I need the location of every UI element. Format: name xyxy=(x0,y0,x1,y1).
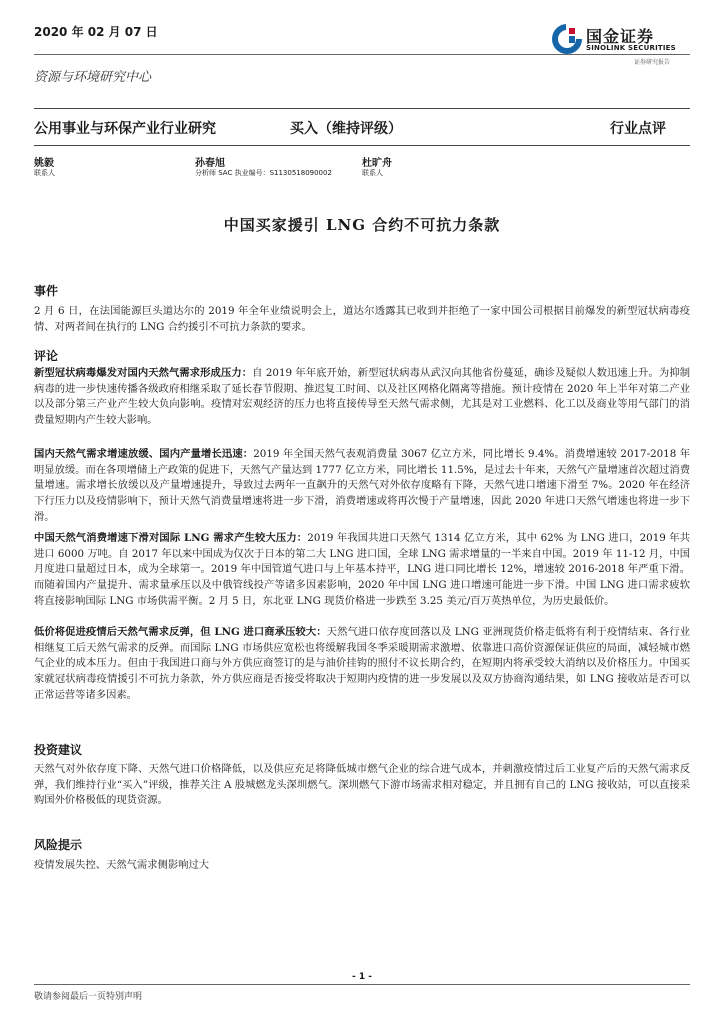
page-number: - 1 - xyxy=(352,972,372,982)
paragraph-lead: 国内天然气需求增速放缓、国内产量增长迅速： xyxy=(34,448,254,460)
footer-divider xyxy=(34,984,690,985)
logo-subtitle: 证券研究报告 xyxy=(634,59,671,66)
company-logo xyxy=(552,22,692,70)
author-name: 孙春旭 xyxy=(195,158,225,169)
section-heading-advice: 投资建议 xyxy=(34,743,83,757)
comment-paragraph xyxy=(34,625,690,704)
research-center: 资源与环境研究中心 xyxy=(34,70,152,85)
section-heading-risk: 风险提示 xyxy=(34,838,83,852)
paragraph-body: 天然气进口依存度回落以及 LNG 亚洲现货价格走低将有利于疫情结束、各行业相继复工后天然气需求的反弹。而国际 LNG 市场供应宽松也将缓解我国冬季采暖期需求激增、依靠进口高价资源保证供应的局面，减轻城市燃气企业的成本压力。但由于我国进口商与外方供应商签订的是与油价挂钩的照付不议长期合约，在短期内将承受较大消纳以及价格压力。中国买家就冠状病毒疫情援引不可抗力条款，外方供应商是否接受将取决于短期内疫情的进一步发展以及双方协商沟通结果，如 LNG 接收站是否可以正常运营等诸多因素。 xyxy=(34,626,690,701)
paragraph-body: 2019 年全国天然气表观消费量 3067 亿立方米，同比增长 9.4%。消费增速较 2017-2018 年明显放缓。而在各项增储上产政策的促进下，天然气产量达到 1777 亿立方米，同比增长 11.5%，是过去十年来，天然气产量增速首次超过消费量增速。需求增长放缓以及产量增速提升，导致过去两年一直飙升的天然气对外依存度略有下降，天然气进口增速下滑至 7%。2020 年在经济下行压力以及疫情影响下，预计天然气消费量增速将进一步下滑，消费增速或将再次慢于产量增速，因此 2020 年进口天然气增速也将进一步下滑。 xyxy=(34,448,690,523)
logo-chinese-name: 国金证券 xyxy=(586,27,655,46)
rating-label: 买入（维持评级） xyxy=(290,121,402,137)
paragraph-lead: 新型冠状病毒爆发对国内天然气需求形成压力： xyxy=(34,367,253,379)
report-type: 行业点评 xyxy=(610,121,666,137)
paragraph-lead: 低价将促进疫情后天然气需求反弹，但 LNG 进口商承压较大： xyxy=(34,626,327,638)
comment-paragraph xyxy=(34,366,690,429)
comment-paragraph xyxy=(34,447,690,526)
author-role: 联系人 xyxy=(362,169,383,177)
comment-paragraph xyxy=(34,531,690,610)
event-paragraph: 2 月 6 日，在法国能源巨头道达尔的 2019 年全年业绩说明会上，道达尔透露其已收到并拒绝了一家中国公司根据目前爆发的新型冠状病毒疫情、对两者间在执行的 LNG 合约援引不可抗力条款的要求。 xyxy=(34,305,690,333)
sinolink-logo-icon xyxy=(552,24,582,54)
sector-name: 公用事业与环保产业行业研究 xyxy=(34,121,216,137)
sector-bottom-rule xyxy=(34,145,690,146)
author-name: 姚毅 xyxy=(34,158,54,169)
paragraph-body: 自 2019 年年底开始，新型冠状病毒从武汉向其他省份蔓延，确诊及疑似人数迅速上升。为抑制病毒的进一步快速传播各级政府相继采取了延长春节假期、推迟复工时间、以及社区网格化隔离等措施。预计疫情在 2020 年上半年对第二产业以及部分第三产业产生较大负向影响。疫情对宏观经济的压力也将直接传导至天然气需求侧，尤其是对工业燃料、化工以及商业等用气部门的消费量短期内产生较大影响。 xyxy=(34,367,691,427)
header-divider xyxy=(34,54,690,55)
logo-english-name: SINOLINK SECURITIES xyxy=(586,44,676,52)
risk-paragraph: 疫情发展失控、天然气需求侧影响过大 xyxy=(34,859,210,871)
author-name: 杜旷舟 xyxy=(362,158,392,169)
author-role: 分析师 SAC 执业编号：S1130518090002 xyxy=(195,169,332,177)
author-role: 联系人 xyxy=(34,169,55,177)
paragraph-body: 2019 年我国共进口天然气 1314 亿立方米，其中 62% 为 LNG 进口，2019 年共进口 6000 万吨。自 2017 年以来中国成为仅次于日本的第二大 LNG 进口国，全球 LNG 需求增量的一半来自中国。2019 年 11-12 月，中国月度进口量超过日本，成为全球第一。2019 年中国管道气进口与上年基本持平，LNG 进口同比增长 12%，增速较 2016-2018 年严重下滑。而随着国内产量提升、需求量承压以及中俄管线投产等诸多因素影响，2020 年中国 LNG 进口增速可能进一步下滑。中国 LNG 进口需求疲软将直接影响国际 LNG 市场供需平衡。2 月 5 日，东北亚 LNG 现货价格进一步跌至 3.25 美元/百万英热单位，为历史最低价。 xyxy=(34,532,690,607)
section-heading-comment: 评论 xyxy=(34,349,59,363)
paragraph-lead: 中国天然气消费增速下滑对国际 LNG 需求产生较大压力： xyxy=(34,532,308,544)
report-title: 中国买家援引 LNG 合约不可抗力条款 xyxy=(223,216,501,234)
report-date: 2020 年 02 月 07 日 xyxy=(34,25,158,39)
sector-top-rule xyxy=(34,108,690,109)
disclaimer-note: 敬请参阅最后一页特别声明 xyxy=(34,992,143,1002)
section-heading-event: 事件 xyxy=(34,284,59,298)
advice-paragraph: 天然气对外依存度下降、天然气进口价格降低，以及供应充足将降低城市燃气企业的综合进气成本，并刺激疫情过后工业复产后的天然气需求反弹，我们维持行业“买入”评级，推荐关注 A 股城燃龙头深圳燃气。深圳燃气下游市场需求相对稳定，并且拥有自己的 LNG 接收站，可以直接采购国外价格极低的现货资源。 xyxy=(34,763,690,807)
